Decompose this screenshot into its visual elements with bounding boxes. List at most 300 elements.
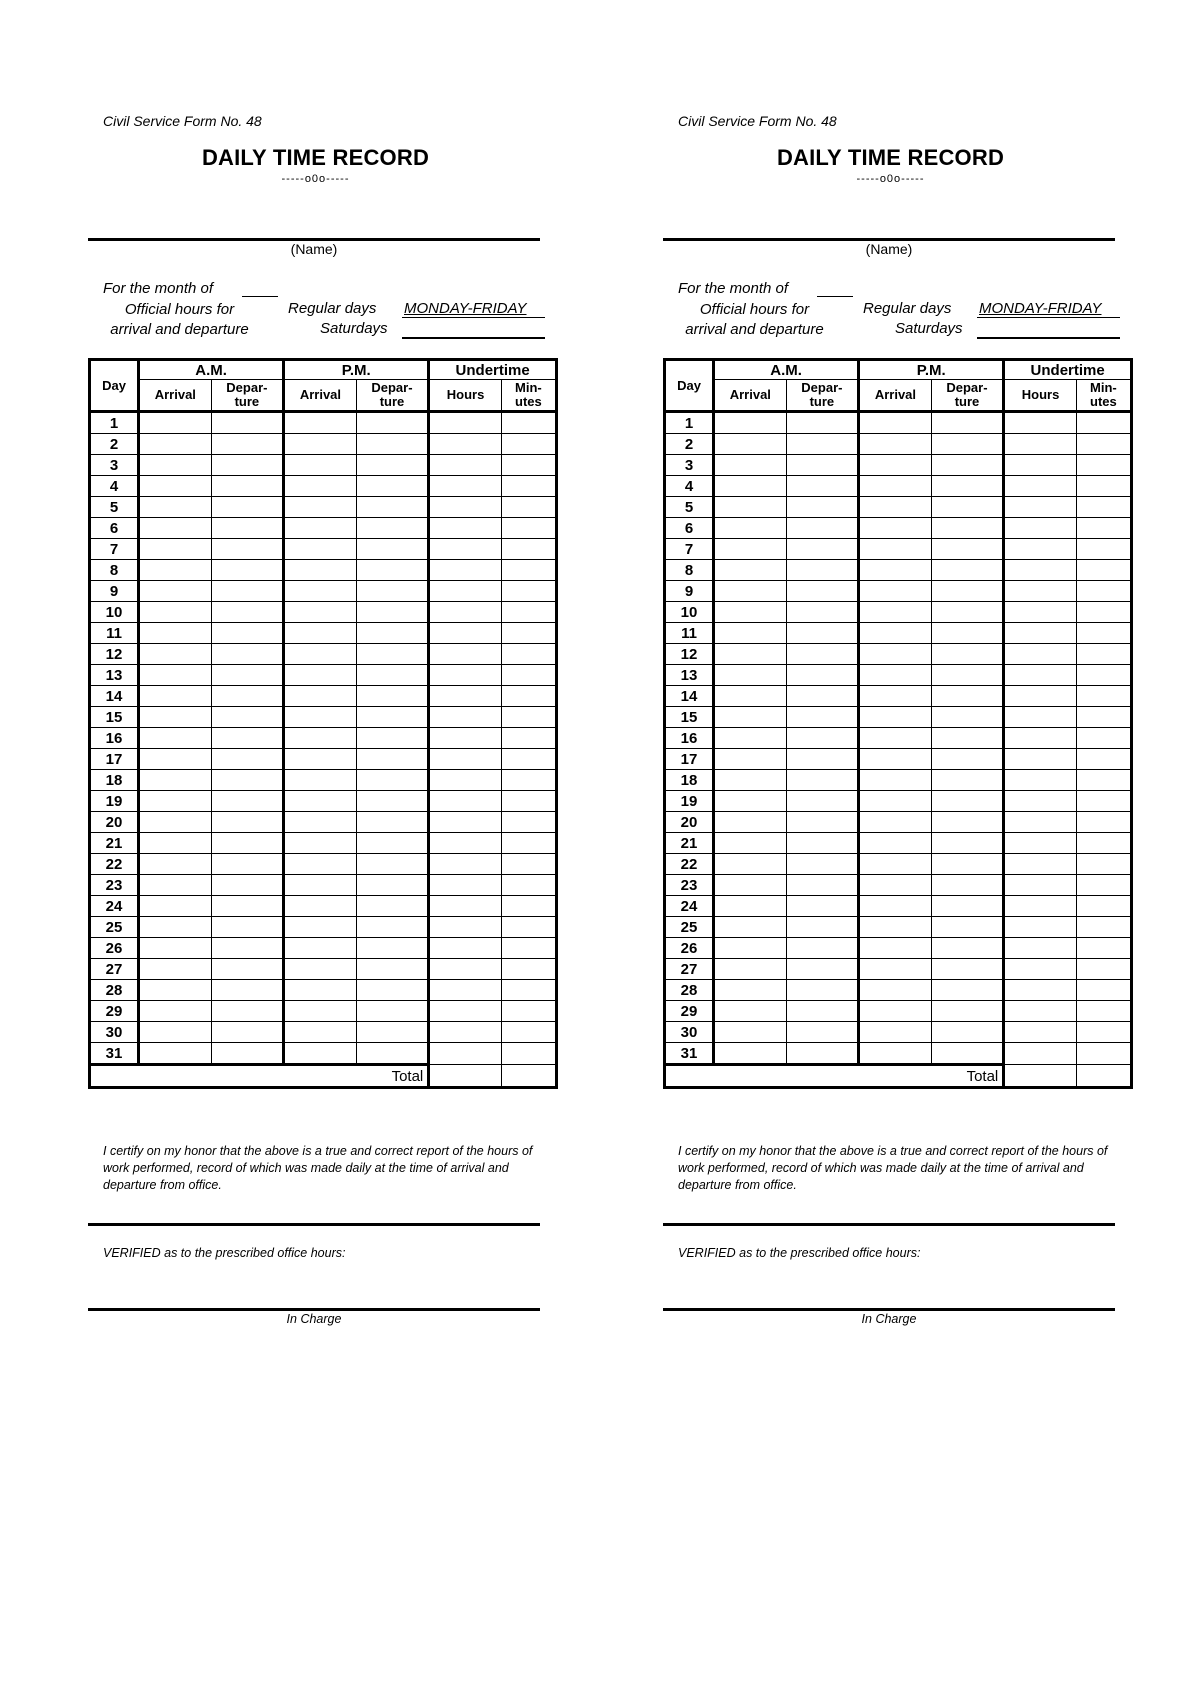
undertime-minutes-cell[interactable] — [1076, 728, 1131, 749]
am-departure-cell[interactable] — [786, 770, 859, 791]
undertime-minutes-cell[interactable] — [501, 833, 556, 854]
total-hours-cell[interactable] — [429, 1065, 502, 1088]
am-departure-cell[interactable] — [211, 959, 284, 980]
undertime-minutes-cell[interactable] — [1076, 412, 1131, 434]
pm-arrival-cell[interactable] — [284, 875, 357, 896]
am-departure-cell[interactable] — [211, 770, 284, 791]
am-arrival-cell[interactable] — [139, 665, 212, 686]
undertime-hours-cell[interactable] — [429, 581, 502, 602]
pm-departure-cell[interactable] — [356, 854, 429, 875]
undertime-minutes-cell[interactable] — [501, 707, 556, 728]
pm-arrival-cell[interactable] — [284, 1001, 357, 1022]
total-minutes-cell[interactable] — [1076, 1065, 1131, 1088]
pm-arrival-cell[interactable] — [859, 791, 932, 812]
am-arrival-cell[interactable] — [139, 412, 212, 434]
pm-departure-cell[interactable] — [931, 434, 1004, 455]
am-arrival-cell[interactable] — [139, 518, 212, 539]
am-arrival-cell[interactable] — [139, 896, 212, 917]
am-departure-cell[interactable] — [211, 644, 284, 665]
am-arrival-cell[interactable] — [714, 896, 787, 917]
pm-arrival-cell[interactable] — [284, 434, 357, 455]
am-arrival-cell[interactable] — [139, 791, 212, 812]
pm-departure-cell[interactable] — [356, 1043, 429, 1065]
am-departure-cell[interactable] — [786, 959, 859, 980]
am-departure-cell[interactable] — [786, 728, 859, 749]
undertime-hours-cell[interactable] — [1004, 791, 1077, 812]
am-arrival-cell[interactable] — [139, 455, 212, 476]
pm-departure-cell[interactable] — [356, 980, 429, 1001]
undertime-minutes-cell[interactable] — [1076, 1043, 1131, 1065]
undertime-hours-cell[interactable] — [429, 980, 502, 1001]
pm-departure-cell[interactable] — [931, 644, 1004, 665]
pm-departure-cell[interactable] — [931, 791, 1004, 812]
undertime-hours-cell[interactable] — [429, 812, 502, 833]
am-departure-cell[interactable] — [786, 938, 859, 959]
pm-arrival-cell[interactable] — [284, 644, 357, 665]
am-arrival-cell[interactable] — [139, 686, 212, 707]
undertime-minutes-cell[interactable] — [1076, 749, 1131, 770]
am-arrival-cell[interactable] — [139, 980, 212, 1001]
undertime-hours-cell[interactable] — [429, 455, 502, 476]
undertime-hours-cell[interactable] — [1004, 518, 1077, 539]
undertime-hours-cell[interactable] — [429, 728, 502, 749]
am-departure-cell[interactable] — [211, 602, 284, 623]
am-departure-cell[interactable] — [786, 623, 859, 644]
pm-arrival-cell[interactable] — [859, 854, 932, 875]
total-minutes-cell[interactable] — [501, 1065, 556, 1088]
undertime-hours-cell[interactable] — [1004, 749, 1077, 770]
am-departure-cell[interactable] — [786, 539, 859, 560]
am-arrival-cell[interactable] — [714, 602, 787, 623]
pm-arrival-cell[interactable] — [859, 938, 932, 959]
undertime-hours-cell[interactable] — [429, 833, 502, 854]
pm-arrival-cell[interactable] — [859, 1043, 932, 1065]
undertime-minutes-cell[interactable] — [501, 896, 556, 917]
undertime-minutes-cell[interactable] — [1076, 539, 1131, 560]
pm-departure-cell[interactable] — [931, 1022, 1004, 1043]
undertime-hours-cell[interactable] — [429, 497, 502, 518]
am-arrival-cell[interactable] — [714, 707, 787, 728]
pm-departure-cell[interactable] — [356, 476, 429, 497]
undertime-hours-cell[interactable] — [429, 665, 502, 686]
undertime-minutes-cell[interactable] — [1076, 560, 1131, 581]
pm-arrival-cell[interactable] — [284, 833, 357, 854]
am-departure-cell[interactable] — [211, 938, 284, 959]
undertime-minutes-cell[interactable] — [1076, 791, 1131, 812]
am-arrival-cell[interactable] — [139, 581, 212, 602]
undertime-minutes-cell[interactable] — [1076, 1001, 1131, 1022]
pm-departure-cell[interactable] — [356, 1001, 429, 1022]
am-departure-cell[interactable] — [786, 833, 859, 854]
am-arrival-cell[interactable] — [714, 854, 787, 875]
undertime-minutes-cell[interactable] — [1076, 455, 1131, 476]
am-departure-cell[interactable] — [211, 623, 284, 644]
pm-departure-cell[interactable] — [931, 1001, 1004, 1022]
am-departure-cell[interactable] — [786, 854, 859, 875]
undertime-minutes-cell[interactable] — [501, 455, 556, 476]
undertime-hours-cell[interactable] — [429, 686, 502, 707]
pm-departure-cell[interactable] — [931, 455, 1004, 476]
am-departure-cell[interactable] — [211, 686, 284, 707]
am-departure-cell[interactable] — [211, 980, 284, 1001]
undertime-hours-cell[interactable] — [1004, 539, 1077, 560]
am-departure-cell[interactable] — [786, 707, 859, 728]
undertime-minutes-cell[interactable] — [501, 1043, 556, 1065]
undertime-hours-cell[interactable] — [1004, 412, 1077, 434]
pm-arrival-cell[interactable] — [284, 518, 357, 539]
undertime-hours-cell[interactable] — [429, 959, 502, 980]
undertime-hours-cell[interactable] — [1004, 1043, 1077, 1065]
am-arrival-cell[interactable] — [714, 476, 787, 497]
am-departure-cell[interactable] — [211, 518, 284, 539]
am-departure-cell[interactable] — [211, 791, 284, 812]
signature-line[interactable] — [88, 1223, 540, 1226]
pm-departure-cell[interactable] — [931, 959, 1004, 980]
undertime-hours-cell[interactable] — [1004, 497, 1077, 518]
undertime-minutes-cell[interactable] — [1076, 686, 1131, 707]
pm-departure-cell[interactable] — [931, 854, 1004, 875]
pm-arrival-cell[interactable] — [284, 539, 357, 560]
undertime-hours-cell[interactable] — [1004, 938, 1077, 959]
undertime-hours-cell[interactable] — [1004, 707, 1077, 728]
pm-departure-cell[interactable] — [931, 686, 1004, 707]
pm-departure-cell[interactable] — [356, 938, 429, 959]
undertime-hours-cell[interactable] — [429, 917, 502, 938]
pm-arrival-cell[interactable] — [284, 980, 357, 1001]
undertime-minutes-cell[interactable] — [1076, 623, 1131, 644]
am-arrival-cell[interactable] — [714, 539, 787, 560]
undertime-minutes-cell[interactable] — [1076, 854, 1131, 875]
pm-arrival-cell[interactable] — [284, 938, 357, 959]
undertime-minutes-cell[interactable] — [501, 791, 556, 812]
undertime-minutes-cell[interactable] — [1076, 665, 1131, 686]
undertime-hours-cell[interactable] — [1004, 854, 1077, 875]
am-arrival-cell[interactable] — [714, 980, 787, 1001]
undertime-hours-cell[interactable] — [429, 770, 502, 791]
undertime-hours-cell[interactable] — [1004, 875, 1077, 896]
pm-departure-cell[interactable] — [356, 518, 429, 539]
pm-departure-cell[interactable] — [356, 623, 429, 644]
am-arrival-cell[interactable] — [139, 770, 212, 791]
undertime-minutes-cell[interactable] — [501, 812, 556, 833]
pm-arrival-cell[interactable] — [284, 412, 357, 434]
am-arrival-cell[interactable] — [139, 623, 212, 644]
undertime-minutes-cell[interactable] — [501, 434, 556, 455]
undertime-minutes-cell[interactable] — [1076, 707, 1131, 728]
undertime-hours-cell[interactable] — [429, 1001, 502, 1022]
pm-departure-cell[interactable] — [931, 749, 1004, 770]
pm-arrival-cell[interactable] — [859, 980, 932, 1001]
am-arrival-cell[interactable] — [714, 875, 787, 896]
am-arrival-cell[interactable] — [139, 833, 212, 854]
undertime-minutes-cell[interactable] — [1076, 644, 1131, 665]
pm-departure-cell[interactable] — [931, 707, 1004, 728]
undertime-hours-cell[interactable] — [1004, 455, 1077, 476]
am-departure-cell[interactable] — [211, 539, 284, 560]
am-arrival-cell[interactable] — [714, 770, 787, 791]
pm-departure-cell[interactable] — [931, 476, 1004, 497]
pm-arrival-cell[interactable] — [859, 686, 932, 707]
undertime-minutes-cell[interactable] — [501, 412, 556, 434]
am-arrival-cell[interactable] — [139, 1043, 212, 1065]
pm-arrival-cell[interactable] — [859, 833, 932, 854]
undertime-minutes-cell[interactable] — [1076, 917, 1131, 938]
am-departure-cell[interactable] — [211, 497, 284, 518]
am-departure-cell[interactable] — [211, 665, 284, 686]
pm-arrival-cell[interactable] — [284, 560, 357, 581]
undertime-hours-cell[interactable] — [429, 1043, 502, 1065]
pm-arrival-cell[interactable] — [284, 770, 357, 791]
am-arrival-cell[interactable] — [139, 497, 212, 518]
pm-arrival-cell[interactable] — [859, 875, 932, 896]
undertime-hours-cell[interactable] — [1004, 833, 1077, 854]
undertime-hours-cell[interactable] — [429, 854, 502, 875]
pm-departure-cell[interactable] — [356, 917, 429, 938]
pm-arrival-cell[interactable] — [859, 455, 932, 476]
in-charge-signature-line[interactable] — [88, 1308, 540, 1311]
undertime-minutes-cell[interactable] — [1076, 1022, 1131, 1043]
am-arrival-cell[interactable] — [714, 728, 787, 749]
am-departure-cell[interactable] — [786, 812, 859, 833]
undertime-minutes-cell[interactable] — [1076, 476, 1131, 497]
undertime-hours-cell[interactable] — [1004, 602, 1077, 623]
undertime-minutes-cell[interactable] — [501, 854, 556, 875]
am-arrival-cell[interactable] — [714, 812, 787, 833]
pm-departure-cell[interactable] — [931, 497, 1004, 518]
undertime-minutes-cell[interactable] — [501, 623, 556, 644]
undertime-hours-cell[interactable] — [1004, 770, 1077, 791]
am-departure-cell[interactable] — [786, 602, 859, 623]
am-departure-cell[interactable] — [786, 749, 859, 770]
undertime-minutes-cell[interactable] — [501, 1001, 556, 1022]
am-departure-cell[interactable] — [786, 476, 859, 497]
pm-departure-cell[interactable] — [931, 518, 1004, 539]
undertime-minutes-cell[interactable] — [1076, 812, 1131, 833]
undertime-hours-cell[interactable] — [429, 707, 502, 728]
am-arrival-cell[interactable] — [714, 791, 787, 812]
undertime-hours-cell[interactable] — [1004, 917, 1077, 938]
undertime-minutes-cell[interactable] — [501, 665, 556, 686]
am-departure-cell[interactable] — [786, 581, 859, 602]
am-arrival-cell[interactable] — [714, 644, 787, 665]
pm-departure-cell[interactable] — [931, 770, 1004, 791]
pm-arrival-cell[interactable] — [859, 707, 932, 728]
undertime-minutes-cell[interactable] — [501, 686, 556, 707]
undertime-hours-cell[interactable] — [429, 896, 502, 917]
pm-departure-cell[interactable] — [931, 560, 1004, 581]
undertime-minutes-cell[interactable] — [501, 938, 556, 959]
saturdays-field[interactable] — [402, 337, 545, 339]
undertime-hours-cell[interactable] — [429, 749, 502, 770]
am-departure-cell[interactable] — [786, 791, 859, 812]
undertime-minutes-cell[interactable] — [501, 518, 556, 539]
am-arrival-cell[interactable] — [139, 644, 212, 665]
pm-arrival-cell[interactable] — [859, 602, 932, 623]
pm-departure-cell[interactable] — [356, 434, 429, 455]
undertime-hours-cell[interactable] — [1004, 476, 1077, 497]
am-departure-cell[interactable] — [211, 875, 284, 896]
month-field[interactable] — [242, 296, 278, 297]
pm-departure-cell[interactable] — [356, 896, 429, 917]
am-departure-cell[interactable] — [211, 476, 284, 497]
pm-departure-cell[interactable] — [931, 665, 1004, 686]
pm-arrival-cell[interactable] — [284, 896, 357, 917]
pm-arrival-cell[interactable] — [859, 1001, 932, 1022]
am-arrival-cell[interactable] — [139, 707, 212, 728]
pm-arrival-cell[interactable] — [284, 623, 357, 644]
pm-arrival-cell[interactable] — [284, 959, 357, 980]
undertime-hours-cell[interactable] — [429, 623, 502, 644]
pm-arrival-cell[interactable] — [859, 665, 932, 686]
am-arrival-cell[interactable] — [139, 476, 212, 497]
am-departure-cell[interactable] — [211, 1001, 284, 1022]
am-arrival-cell[interactable] — [139, 560, 212, 581]
undertime-minutes-cell[interactable] — [1076, 434, 1131, 455]
pm-arrival-cell[interactable] — [859, 812, 932, 833]
pm-arrival-cell[interactable] — [284, 476, 357, 497]
am-arrival-cell[interactable] — [139, 1001, 212, 1022]
pm-arrival-cell[interactable] — [284, 917, 357, 938]
am-departure-cell[interactable] — [786, 665, 859, 686]
pm-arrival-cell[interactable] — [284, 854, 357, 875]
undertime-minutes-cell[interactable] — [501, 581, 556, 602]
pm-departure-cell[interactable] — [931, 602, 1004, 623]
am-arrival-cell[interactable] — [714, 623, 787, 644]
undertime-minutes-cell[interactable] — [501, 1022, 556, 1043]
am-arrival-cell[interactable] — [714, 518, 787, 539]
undertime-hours-cell[interactable] — [1004, 644, 1077, 665]
pm-departure-cell[interactable] — [356, 497, 429, 518]
pm-arrival-cell[interactable] — [284, 707, 357, 728]
pm-departure-cell[interactable] — [931, 1043, 1004, 1065]
undertime-minutes-cell[interactable] — [501, 749, 556, 770]
pm-departure-cell[interactable] — [931, 875, 1004, 896]
am-arrival-cell[interactable] — [714, 686, 787, 707]
pm-departure-cell[interactable] — [356, 959, 429, 980]
pm-departure-cell[interactable] — [356, 875, 429, 896]
saturdays-field[interactable] — [977, 337, 1120, 339]
pm-departure-cell[interactable] — [931, 980, 1004, 1001]
pm-departure-cell[interactable] — [931, 412, 1004, 434]
undertime-minutes-cell[interactable] — [501, 917, 556, 938]
undertime-minutes-cell[interactable] — [1076, 980, 1131, 1001]
undertime-hours-cell[interactable] — [1004, 686, 1077, 707]
am-departure-cell[interactable] — [211, 1043, 284, 1065]
am-arrival-cell[interactable] — [714, 749, 787, 770]
am-arrival-cell[interactable] — [139, 602, 212, 623]
am-departure-cell[interactable] — [211, 896, 284, 917]
undertime-minutes-cell[interactable] — [501, 497, 556, 518]
undertime-hours-cell[interactable] — [1004, 623, 1077, 644]
am-departure-cell[interactable] — [786, 1043, 859, 1065]
am-arrival-cell[interactable] — [139, 749, 212, 770]
undertime-hours-cell[interactable] — [1004, 812, 1077, 833]
pm-arrival-cell[interactable] — [859, 434, 932, 455]
undertime-minutes-cell[interactable] — [1076, 497, 1131, 518]
am-departure-cell[interactable] — [211, 560, 284, 581]
undertime-minutes-cell[interactable] — [1076, 518, 1131, 539]
pm-arrival-cell[interactable] — [859, 581, 932, 602]
undertime-minutes-cell[interactable] — [1076, 581, 1131, 602]
pm-arrival-cell[interactable] — [859, 497, 932, 518]
pm-departure-cell[interactable] — [356, 707, 429, 728]
pm-arrival-cell[interactable] — [859, 896, 932, 917]
pm-arrival-cell[interactable] — [284, 686, 357, 707]
undertime-minutes-cell[interactable] — [501, 560, 556, 581]
am-departure-cell[interactable] — [211, 728, 284, 749]
pm-arrival-cell[interactable] — [859, 560, 932, 581]
am-arrival-cell[interactable] — [714, 1043, 787, 1065]
pm-departure-cell[interactable] — [931, 938, 1004, 959]
am-arrival-cell[interactable] — [714, 434, 787, 455]
am-arrival-cell[interactable] — [714, 1001, 787, 1022]
pm-arrival-cell[interactable] — [284, 455, 357, 476]
am-arrival-cell[interactable] — [714, 497, 787, 518]
am-departure-cell[interactable] — [786, 560, 859, 581]
undertime-hours-cell[interactable] — [1004, 959, 1077, 980]
undertime-hours-cell[interactable] — [1004, 1022, 1077, 1043]
pm-departure-cell[interactable] — [356, 1022, 429, 1043]
am-arrival-cell[interactable] — [139, 959, 212, 980]
pm-departure-cell[interactable] — [931, 539, 1004, 560]
pm-arrival-cell[interactable] — [859, 623, 932, 644]
undertime-minutes-cell[interactable] — [501, 539, 556, 560]
am-arrival-cell[interactable] — [139, 938, 212, 959]
am-departure-cell[interactable] — [786, 644, 859, 665]
am-departure-cell[interactable] — [211, 412, 284, 434]
undertime-hours-cell[interactable] — [429, 644, 502, 665]
am-departure-cell[interactable] — [786, 518, 859, 539]
am-departure-cell[interactable] — [786, 896, 859, 917]
pm-arrival-cell[interactable] — [859, 770, 932, 791]
pm-departure-cell[interactable] — [356, 581, 429, 602]
undertime-hours-cell[interactable] — [429, 875, 502, 896]
total-hours-cell[interactable] — [1004, 1065, 1077, 1088]
am-arrival-cell[interactable] — [139, 434, 212, 455]
undertime-hours-cell[interactable] — [429, 560, 502, 581]
am-arrival-cell[interactable] — [139, 1022, 212, 1043]
pm-arrival-cell[interactable] — [859, 959, 932, 980]
pm-arrival-cell[interactable] — [284, 602, 357, 623]
am-arrival-cell[interactable] — [714, 833, 787, 854]
pm-departure-cell[interactable] — [356, 770, 429, 791]
pm-departure-cell[interactable] — [356, 455, 429, 476]
undertime-hours-cell[interactable] — [429, 412, 502, 434]
pm-departure-cell[interactable] — [356, 812, 429, 833]
am-arrival-cell[interactable] — [714, 959, 787, 980]
am-departure-cell[interactable] — [211, 833, 284, 854]
undertime-minutes-cell[interactable] — [501, 644, 556, 665]
undertime-minutes-cell[interactable] — [501, 770, 556, 791]
am-departure-cell[interactable] — [211, 812, 284, 833]
pm-arrival-cell[interactable] — [859, 728, 932, 749]
undertime-minutes-cell[interactable] — [501, 875, 556, 896]
pm-arrival-cell[interactable] — [284, 1022, 357, 1043]
undertime-minutes-cell[interactable] — [1076, 875, 1131, 896]
undertime-hours-cell[interactable] — [429, 539, 502, 560]
undertime-hours-cell[interactable] — [1004, 728, 1077, 749]
undertime-hours-cell[interactable] — [429, 476, 502, 497]
pm-departure-cell[interactable] — [931, 623, 1004, 644]
pm-arrival-cell[interactable] — [859, 518, 932, 539]
pm-departure-cell[interactable] — [356, 791, 429, 812]
pm-departure-cell[interactable] — [931, 812, 1004, 833]
undertime-minutes-cell[interactable] — [1076, 602, 1131, 623]
pm-departure-cell[interactable] — [931, 581, 1004, 602]
pm-arrival-cell[interactable] — [284, 812, 357, 833]
am-arrival-cell[interactable] — [139, 812, 212, 833]
pm-departure-cell[interactable] — [931, 833, 1004, 854]
